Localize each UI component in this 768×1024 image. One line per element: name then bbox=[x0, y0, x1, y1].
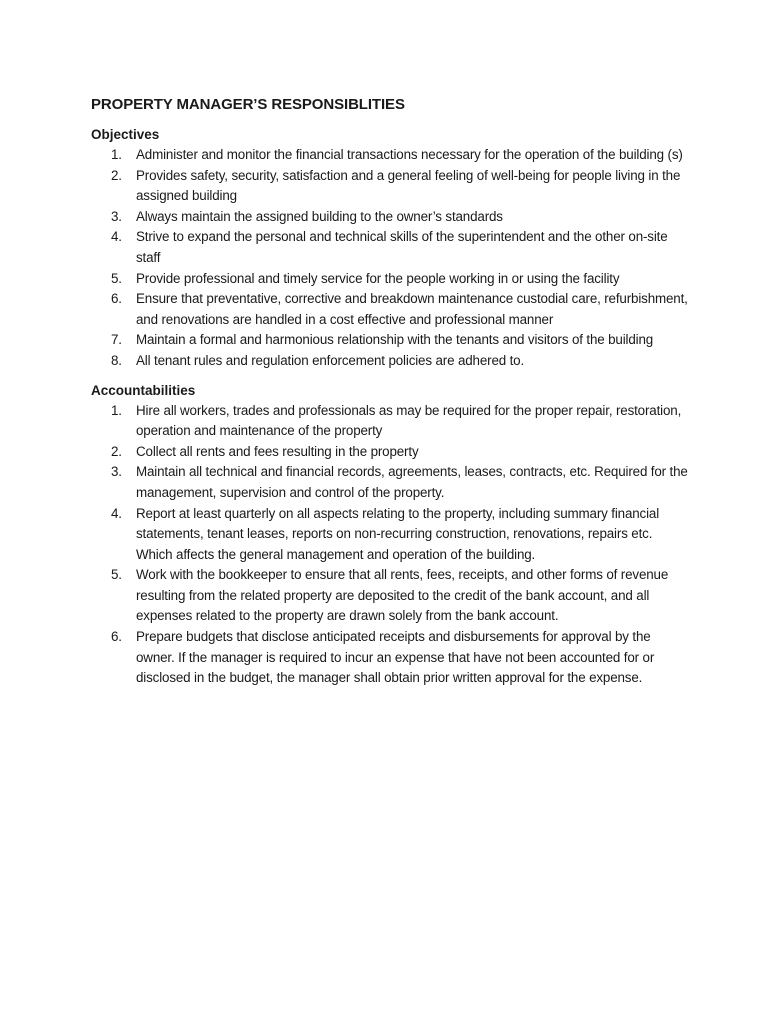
list-item-text: Provide professional and timely service for the people working in or using the facility bbox=[136, 270, 620, 286]
list-item bbox=[91, 207, 691, 228]
list-item bbox=[91, 330, 691, 351]
list-item-text: Provides safety, security, satisfaction and a general feeling of well-being for people living in the assigned building bbox=[136, 167, 681, 204]
list-item bbox=[91, 269, 691, 290]
list-item bbox=[91, 442, 691, 463]
list-item bbox=[91, 462, 691, 503]
list-item-number: 2. bbox=[111, 443, 122, 459]
list-item-number: 3. bbox=[111, 208, 122, 224]
list-item-number: 7. bbox=[111, 332, 122, 348]
list-item-number: 4. bbox=[111, 505, 122, 521]
accountabilities-heading: Accountabilities bbox=[91, 382, 196, 398]
list-item bbox=[91, 504, 691, 566]
list-item bbox=[91, 401, 691, 442]
list-item-text: Collect all rents and fees resulting in the property bbox=[136, 443, 419, 459]
accountabilities-list bbox=[91, 401, 691, 689]
list-item bbox=[91, 145, 691, 166]
objectives-heading: Objectives bbox=[91, 127, 160, 142]
list-item-text: Always maintain the assigned building to the owner’s standards bbox=[136, 208, 503, 224]
list-item-text: Report at least quarterly on all aspects relating to the property, including summary financial statements, tenant leases, reports on non-recurring construction, renovations, repairs etc. Which affects the general management and operation of the building. bbox=[136, 505, 660, 562]
list-item bbox=[91, 227, 691, 268]
list-item-number: 8. bbox=[111, 352, 122, 368]
list-item-text: Work with the bookkeeper to ensure that all rents, fees, receipts, and other forms of revenue resulting from the related property are deposited to the credit of the bank account, and all expenses related to the property are drawn solely from the bank account. bbox=[136, 567, 669, 624]
list-item-number: 6. bbox=[111, 291, 122, 307]
document-body bbox=[91, 94, 691, 689]
list-item bbox=[91, 166, 691, 207]
list-item-number: 1. bbox=[111, 402, 122, 418]
list-item-text: All tenant rules and regulation enforcement policies are adhered to. bbox=[136, 352, 525, 368]
list-item bbox=[91, 627, 691, 689]
list-item-number: 4. bbox=[111, 229, 122, 245]
list-item-text: Maintain a formal and harmonious relationship with the tenants and visitors of the building bbox=[136, 332, 654, 348]
list-item-text: Maintain all technical and financial records, agreements, leases, contracts, etc. Required for the management, supervision and control of the property. bbox=[136, 464, 688, 500]
list-item-number: 3. bbox=[111, 464, 122, 480]
list-item-number: 5. bbox=[111, 567, 122, 583]
list-item-text: Ensure that preventative, corrective and breakdown maintenance custodial care, refurbishment, and renovations are handled in a cost effective and professional manner bbox=[136, 291, 688, 327]
list-item-number: 1. bbox=[111, 147, 122, 162]
list-item bbox=[91, 289, 691, 330]
objectives-list bbox=[91, 145, 691, 372]
list-item-number: 5. bbox=[111, 270, 122, 286]
list-item bbox=[91, 565, 691, 627]
list-item-text: Prepare budgets that disclose anticipated receipts and disbursements for approval by the owner. If the manager is required to incur an expense that have not been accounted for or disclosed in the budget, the manager shall obtain prior written approval for the expense. bbox=[136, 629, 655, 686]
list-item-text: Administer and monitor the financial transactions necessary for the operation of the building (s) bbox=[136, 147, 683, 162]
document-title: PROPERTY MANAGER’S RESPONSIBLITIES bbox=[91, 96, 405, 113]
list-item-text: Hire all workers, trades and professionals as may be required for the proper repair, restoration, operation and maintenance of the property bbox=[136, 402, 682, 439]
list-item bbox=[91, 351, 691, 372]
list-item-number: 2. bbox=[111, 167, 122, 183]
list-item-text: Strive to expand the personal and technical skills of the superintendent and the other on-site staff bbox=[136, 229, 668, 265]
list-item-number: 6. bbox=[111, 629, 122, 645]
